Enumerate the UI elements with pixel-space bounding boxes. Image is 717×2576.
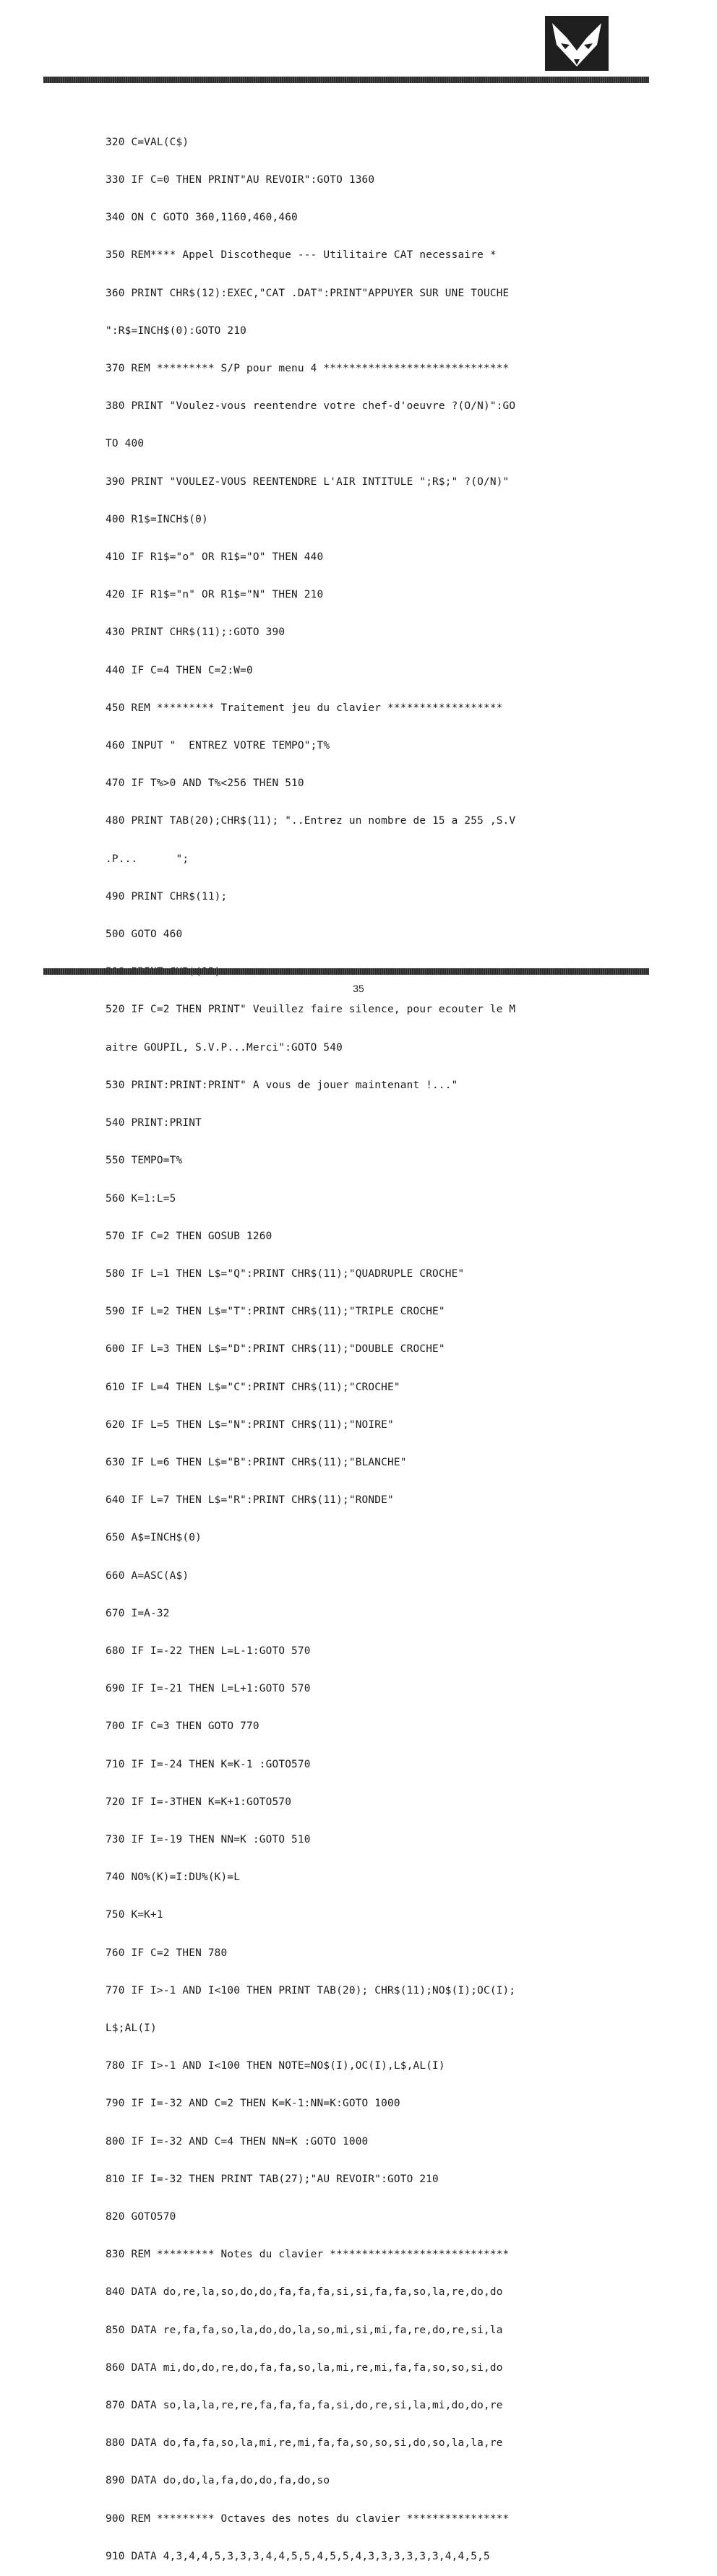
code-line: 570 IF C=2 THEN GOSUB 1260 [106, 1230, 272, 1242]
code-line: 900 REM ********* Octaves des notes du clavier **************** [106, 2512, 510, 2525]
basic-program-listing [106, 111, 611, 2576]
code-line: 640 IF L=7 THEN L$="R":PRINT CHR$(11);"RONDE" [106, 1494, 394, 1507]
code-line: 630 IF L=6 THEN L$="B":PRINT CHR$(11);"BLANCHE" [106, 1456, 407, 1468]
page-number: 35 [353, 983, 364, 994]
code-line: 820 GOTO570 [106, 2210, 176, 2223]
code-line: 450 REM ********* Traitement jeu du clavier ****************** [106, 702, 503, 714]
header-divider [43, 77, 649, 83]
code-line: 760 IF C=2 THEN 780 [106, 1947, 228, 1959]
code-line: 400 R1$=INCH$(0) [106, 513, 208, 525]
code-line: 540 PRINT:PRINT [106, 1117, 202, 1129]
code-line: 680 IF I=-22 THEN L=L-1:GOTO 570 [106, 1645, 311, 1657]
code-line: 360 PRINT CHR$(12):EXEC,"CAT .DAT":PRINT"APPUYER SUR UNE TOUCHE [106, 287, 510, 299]
code-line: 790 IF I=-32 AND C=2 THEN K=K-1:NN=K:GOTO 1000 [106, 2098, 400, 2110]
code-line: 590 IF L=2 THEN L$="T":PRINT CHR$(11);"TRIPLE CROCHE" [106, 1306, 445, 1318]
code-line: 780 IF I>-1 AND I<100 THEN NOTE=NO$(I),OC(I),L$,AL(I) [106, 2060, 445, 2072]
code-line: 890 DATA do,do,la,fa,do,do,fa,do,so [106, 2475, 330, 2487]
code-line: 430 PRINT CHR$(11);:GOTO 390 [106, 626, 285, 639]
code-line: 710 IF I=-24 THEN K=K-1 :GOTO570 [106, 1758, 311, 1770]
code-line: 830 REM ********* Notes du clavier **************************** [106, 2249, 510, 2261]
code-line: 620 IF L=5 THEN L$="N":PRINT CHR$(11);"NOIRE" [106, 1418, 394, 1431]
code-line: 670 I=A-32 [106, 1607, 170, 1619]
code-line: 700 IF C=3 THEN GOTO 770 [106, 1720, 259, 1733]
code-line: 470 IF T%>0 AND T%<256 THEN 510 [106, 777, 304, 790]
code-line: 560 K=1:L=5 [106, 1192, 176, 1205]
code-line: 910 DATA 4,3,4,4,5,3,3,3,4,4,5,5,4,5,5,4,3,3,3,3,3,3,4,4,5,5 [106, 2550, 490, 2562]
code-line: 580 IF L=1 THEN L$="Q":PRINT CHR$(11);"QUADRUPLE CROCHE" [106, 1267, 465, 1280]
code-line: 340 ON C GOTO 360,1160,460,460 [106, 212, 298, 224]
code-line: 770 IF I>-1 AND I<100 THEN PRINT TAB(20); CHR$(11);NO$(I);OC(I); [106, 1984, 516, 1996]
code-line: 880 DATA do,fa,fa,so,la,mi,re,mi,fa,fa,so,so,si,do,so,la,la,re [106, 2437, 503, 2450]
code-line: 660 A=ASC(A$) [106, 1569, 189, 1582]
code-line: 440 IF C=4 THEN C=2:W=0 [106, 664, 253, 676]
code-line: 690 IF I=-21 THEN L=L+1:GOTO 570 [106, 1683, 311, 1695]
code-line: 350 REM**** Appel Discotheque --- Utilitaire CAT necessaire * [106, 249, 497, 262]
code-line: 500 GOTO 460 [106, 929, 183, 941]
code-line: 420 IF R1$="n" OR R1$="N" THEN 210 [106, 589, 324, 601]
code-line: 460 INPUT " ENTREZ VOTRE TEMPO";T% [106, 740, 330, 752]
code-line: 410 IF R1$="o" OR R1$="O" THEN 440 [106, 551, 324, 564]
code-line: 810 IF I=-32 THEN PRINT TAB(27);"AU REVOIR":GOTO 210 [106, 2173, 439, 2185]
code-line: TO 400 [106, 438, 145, 450]
code-line: 550 TEMPO=T% [106, 1155, 183, 1167]
code-line: 850 DATA re,fa,fa,so,la,do,do,la,so,mi,si,mi,fa,re,do,re,si,la [106, 2324, 503, 2336]
code-line: 330 IF C=0 THEN PRINT"AU REVOIR":GOTO 1360 [106, 174, 375, 186]
code-line: 610 IF L=4 THEN L$="C":PRINT CHR$(11);"CROCHE" [106, 1381, 400, 1393]
code-line: 720 IF I=-3THEN K=K+1:GOTO570 [106, 1796, 292, 1808]
code-line: 750 K=K+1 [106, 1909, 163, 1921]
code-line: 840 DATA do,re,la,so,do,do,fa,fa,fa,si,si,fa,fa,so,la,re,do,do [106, 2286, 503, 2299]
code-line: 530 PRINT:PRINT:PRINT" A vous de jouer maintenant !..." [106, 1079, 458, 1091]
footer-divider [43, 968, 649, 975]
code-line: 600 IF L=3 THEN L$="D":PRINT CHR$(11);"DOUBLE CROCHE" [106, 1343, 445, 1356]
code-line: .P... "; [106, 853, 189, 865]
code-line: 390 PRINT "VOULEZ-VOUS REENTENDRE L'AIR INTITULE ";R$;" ?(O/N)" [106, 475, 510, 488]
code-line: 860 DATA mi,do,do,re,do,fa,fa,so,la,mi,re,mi,fa,fa,so,so,si,do [106, 2361, 503, 2374]
code-line: aitre GOUPIL, S.V.P...Merci":GOTO 540 [106, 1041, 343, 1054]
code-line: 730 IF I=-19 THEN NN=K :GOTO 510 [106, 1833, 311, 1845]
code-line: 870 DATA so,la,la,re,re,fa,fa,fa,fa,si,do,re,si,la,mi,do,do,re [106, 2400, 503, 2411]
code-line: 490 PRINT CHR$(11); [106, 890, 228, 903]
code-line: 520 IF C=2 THEN PRINT" Veuillez faire silence, pour ecouter le M [106, 1004, 516, 1016]
code-line: 740 NO%(K)=I:DU%(K)=L [106, 1871, 241, 1884]
code-line: 370 REM ********* S/P pour menu 4 ***************************** [106, 363, 510, 375]
fox-head-logo-icon [545, 16, 609, 71]
code-line: 800 IF I=-32 AND C=4 THEN NN=K :GOTO 1000 [106, 2135, 369, 2148]
code-line: 650 A$=INCH$(0) [106, 1532, 202, 1544]
code-line: L$;AL(I) [106, 2022, 157, 2034]
code-line: 380 PRINT "Voulez-vous reentendre votre chef-d'oeuvre ?(O/N)":GO [106, 400, 516, 413]
code-line: 320 C=VAL(C$) [106, 136, 189, 148]
code-line: ":R$=INCH$(0):GOTO 210 [106, 324, 247, 337]
code-line: 480 PRINT TAB(20);CHR$(11); "..Entrez un nombre de 15 a 255 ,S.V [106, 815, 516, 827]
